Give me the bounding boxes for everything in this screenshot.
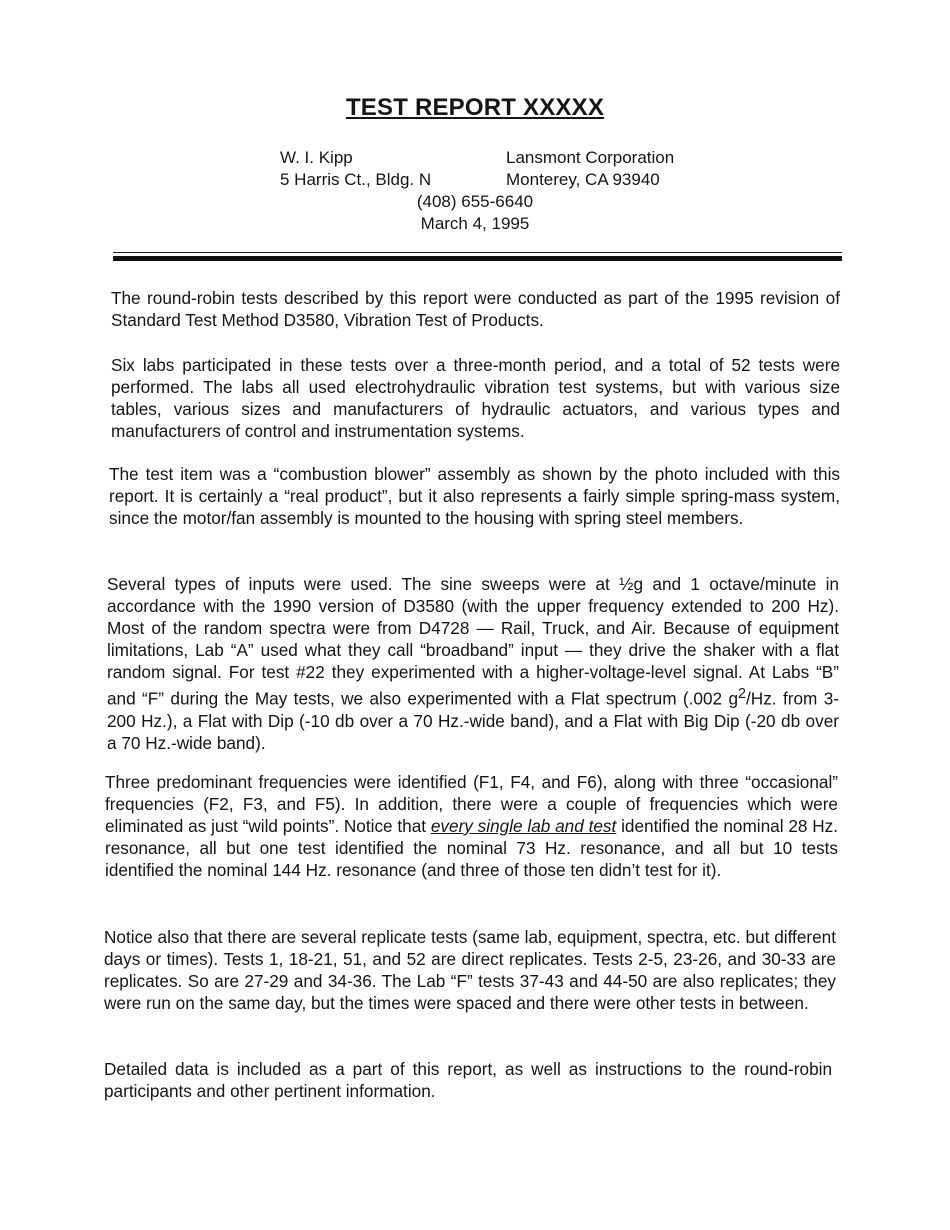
- paragraph-participants: Six labs participated in these tests over a three-month period, and a total of 52 tests were performed. The labs all used electrohydraulic vibration test systems, but with various size tables, various sizes and manufacturers of hydraulic actuators, and various types and manufacturers of control and instrumentation systems.: [111, 355, 840, 441]
- company-name: Lansmont Corporation: [506, 148, 675, 167]
- inputs-text-part2: /Hz. from 3-200 Hz.), a Flat with Dip (-10 db over a 70 Hz.-wide band), and a Flat with Big Dip (-20 db over a 70 Hz.-wide band).: [107, 688, 839, 753]
- header-divider-thick: [113, 256, 842, 261]
- paragraph-replicates: Notice also that there are several replicate tests (same lab, equipment, spectra, etc. but different days or times). Tests 1, 18-21, 51, and 52 are direct replicates. Tests 2-5, 23-26, and 30-33 are replicates. So are 27-29 and 34-36. The Lab “F” tests 37-43 and 44-50 are also replicates; they were run on the same day, but the times were spaced and there were other tests in between.: [104, 927, 836, 1013]
- phone-number: (408) 655-6640: [416, 192, 534, 211]
- superscript-two: 2: [738, 686, 747, 702]
- city-address: Monterey, CA 93940: [506, 170, 660, 189]
- author-name: W. I. Kipp: [280, 148, 353, 167]
- frequencies-text-part2: identified the nominal 28 Hz. resonance, all but one test identified the nominal 73 Hz. resonance, and all but 10 tests identified the nominal 144 Hz. resonance (and three of those ten didn’t test for it).: [105, 816, 839, 880]
- paragraph-test-item: The test item was a “combustion blower” assembly as shown by the photo included with this report. It is certainly a “real product”, but it also represents a fairly simple spring-mass system, since the motor/fan assembly is mounted to the housing with spring steel members.: [109, 464, 840, 528]
- paragraph-inputs: [107, 573, 839, 754]
- paragraph-detailed-data: Detailed data is included as a part of this report, as well as instructions to the round-robin participants and other pertinent information.: [104, 1059, 832, 1101]
- frequencies-emphasis: every single lab and test: [430, 816, 617, 836]
- report-date: March 4, 1995: [420, 214, 530, 233]
- frequencies-text-part1: Three predominant frequencies were identified (F1, F4, and F6), along with three “occasional” frequencies (F2, F3, and F5). In addition, there were a couple of frequencies which were eliminated as just “wild points”. Notice that: [105, 772, 838, 836]
- paragraph-frequencies: [105, 771, 838, 881]
- inputs-text-part1: Several types of inputs were used. The sine sweeps were at ½g and 1 octave/minute in accordance with the 1990 version of D3580 (with the upper frequency extended to 200 Hz). Most of the random spectra were from D4728 — Rail, Truck, and Air. Because of equipment limitations, Lab “A” used what they call “broadband” input — they drive the shaker with a flat random signal. For test #22 they experimented with a higher-voltage-level signal. At Labs “B” and “F” during the May tests, we also experimented with a Flat spectrum (.002 g: [107, 574, 839, 709]
- street-address: 5 Harris Ct., Bldg. N: [280, 170, 432, 189]
- report-title: TEST REPORT XXXXX: [345, 94, 605, 121]
- header-divider-thin: [113, 252, 842, 253]
- paragraph-intro: The round-robin tests described by this report were conducted as part of the 1995 revision of Standard Test Method D3580, Vibration Test of Products.: [111, 288, 840, 330]
